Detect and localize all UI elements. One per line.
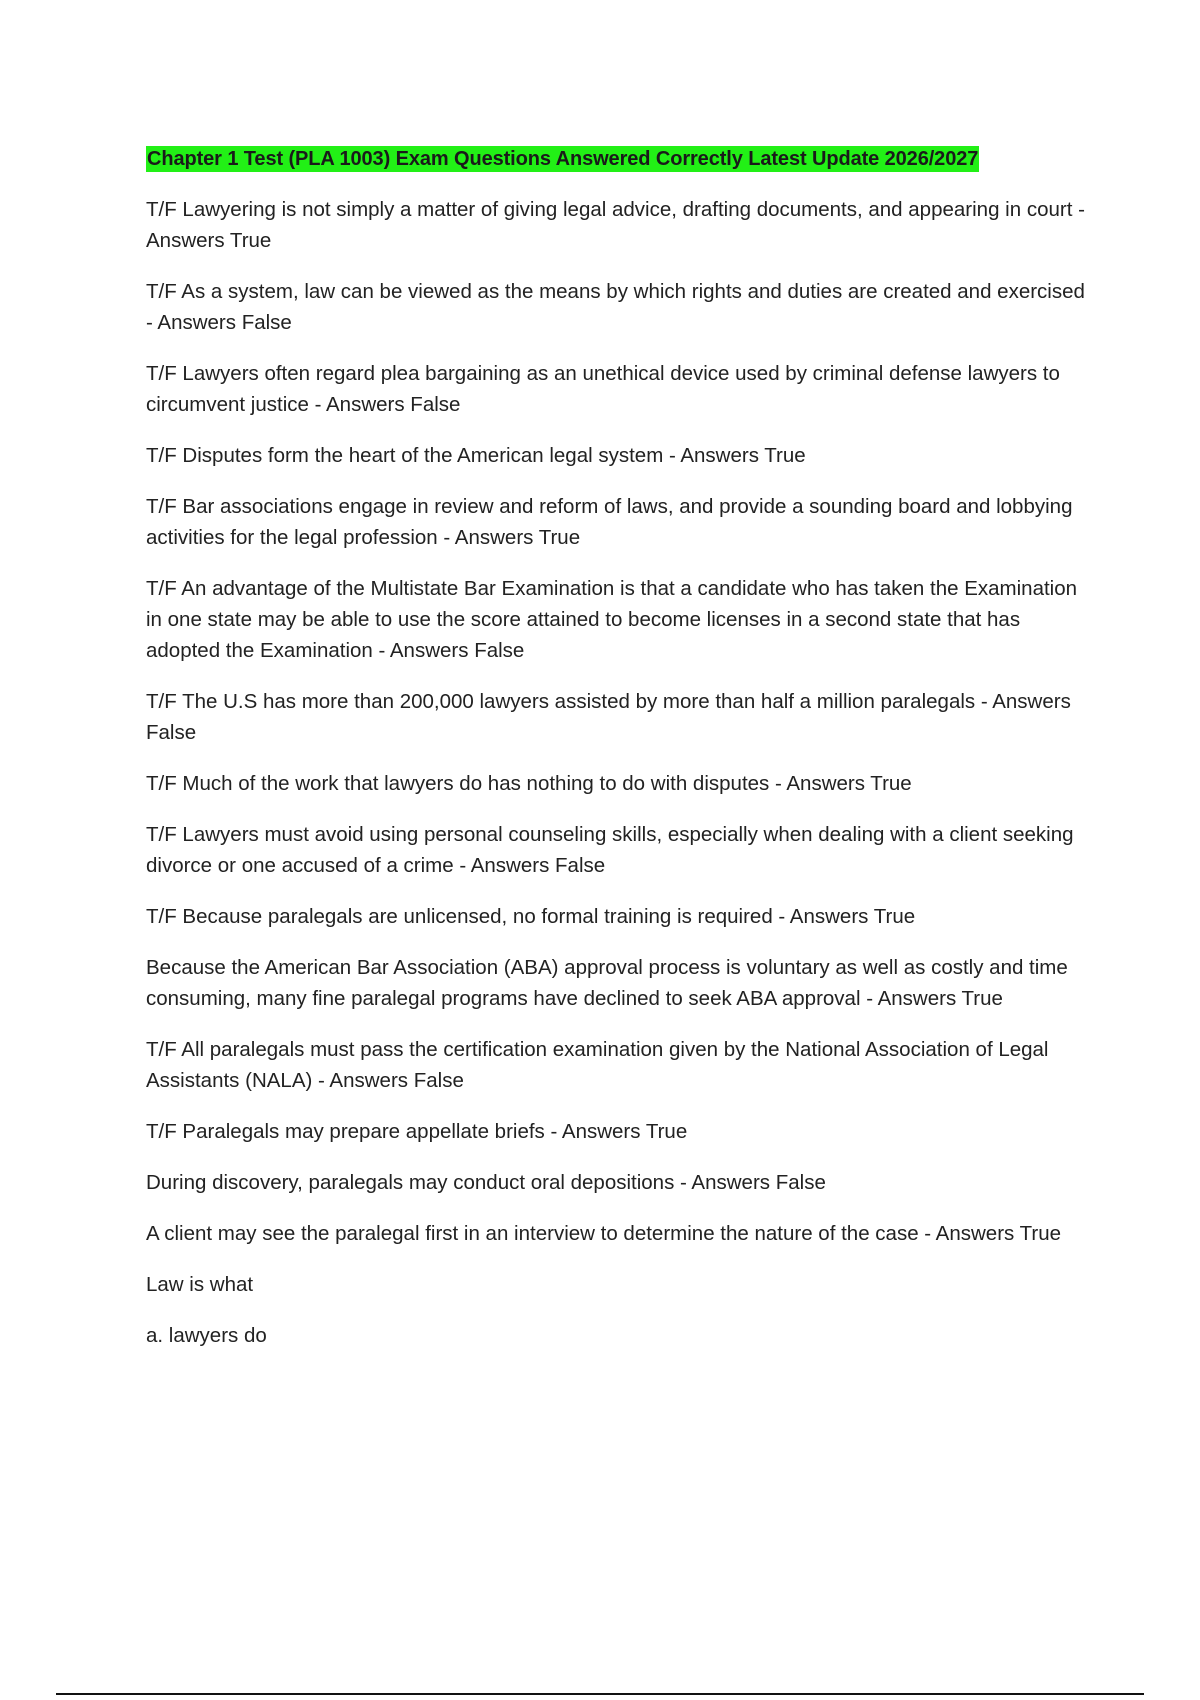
question-item: T/F Lawyers often regard plea bargaining as an unethical device used by criminal defense lawyers to circumvent justice - Answers False bbox=[146, 362, 1060, 416]
question-item: Law is what bbox=[146, 1273, 254, 1296]
question-item: T/F An advantage of the Multistate Bar Examination is that a candidate who has taken the Examination in one state may be able to use the score attained to become licenses in a second state that has adopted the Examination - Answers False bbox=[146, 577, 1078, 662]
document-body bbox=[146, 146, 1096, 1371]
question-item: a. lawyers do bbox=[146, 1324, 267, 1347]
footer-divider bbox=[56, 1693, 1144, 1695]
question-item: During discovery, paralegals may conduct oral depositions - Answers False bbox=[146, 1171, 826, 1194]
question-list bbox=[146, 194, 1096, 1351]
question-item: A client may see the paralegal first in an interview to determine the nature of the case - Answers True bbox=[146, 1222, 1062, 1245]
document-title: Chapter 1 Test (PLA 1003) Exam Questions Answered Correctly Latest Update 2026/2027 bbox=[147, 148, 979, 170]
question-item: T/F The U.S has more than 200,000 lawyers assisted by more than half a million paralegals - Answers False bbox=[146, 690, 1071, 744]
question-item: T/F Lawyering is not simply a matter of giving legal advice, drafting documents, and appearing in court - Answers True bbox=[146, 198, 1085, 252]
question-item: T/F Paralegals may prepare appellate briefs - Answers True bbox=[146, 1120, 688, 1143]
question-item: T/F Disputes form the heart of the American legal system - Answers True bbox=[146, 444, 806, 467]
question-item: T/F Much of the work that lawyers do has nothing to do with disputes - Answers True bbox=[146, 772, 912, 795]
question-item: T/F Because paralegals are unlicensed, no formal training is required - Answers True bbox=[146, 905, 916, 928]
question-item: T/F All paralegals must pass the certification examination given by the National Association of Legal Assistants (NALA) - Answers False bbox=[146, 1038, 1049, 1092]
question-item: Because the American Bar Association (ABA) approval process is voluntary as well as costly and time consuming, many fine paralegal programs have declined to seek ABA approval - Answers True bbox=[146, 956, 1068, 1010]
question-item: T/F Lawyers must avoid using personal counseling skills, especially when dealing with a client seeking divorce or one accused of a crime - Answers False bbox=[146, 823, 1074, 877]
question-item: T/F As a system, law can be viewed as the means by which rights and duties are created and exercised - Answers False bbox=[146, 280, 1085, 334]
question-item: T/F Bar associations engage in review and reform of laws, and provide a sounding board and lobbying activities for the legal profession - Answers True bbox=[146, 495, 1073, 549]
